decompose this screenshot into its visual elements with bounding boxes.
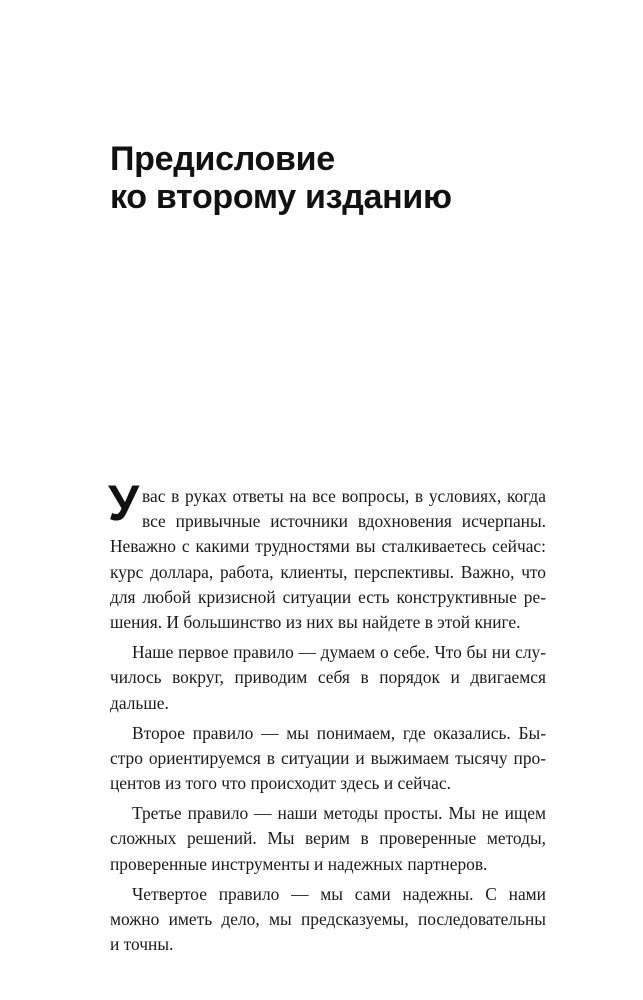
- paragraph-1: [110, 484, 546, 635]
- text-line: Наше первое правило — думаем о себе. Что бы ни слу-: [132, 642, 546, 663]
- paragraph-5: [110, 882, 546, 958]
- paragraph-4: [110, 801, 546, 877]
- body-text: [110, 484, 546, 962]
- text-line: центов из того что происходит здесь и сейчас.: [110, 773, 451, 794]
- drop-cap-letter: У: [108, 475, 140, 531]
- text-line: все привычные источники вдохновения исчерпаны.: [142, 511, 546, 532]
- chapter-title-line-2: ко второму изданию: [110, 178, 452, 216]
- chapter-title: [110, 140, 452, 216]
- text-line: дальше.: [110, 692, 169, 713]
- text-line: Второе правило — мы понимаем, где оказались. Бы-: [132, 722, 546, 743]
- text-line: проверенные инструменты и надежных партнеров.: [110, 853, 488, 874]
- text-line: и точны.: [110, 934, 174, 955]
- text-line: шения. И большинство из них вы найдете в этой книге.: [110, 611, 521, 632]
- text-line: для любой кризисной ситуации есть конструктивные ре-: [110, 586, 546, 607]
- text-line: стро ориентируемся в ситуации и выжимаем тысячу про-: [110, 747, 546, 768]
- text-line: Четвертое правило — мы сами надежны. С нами: [132, 883, 546, 904]
- chapter-title-line-1: Предисловие: [110, 140, 335, 178]
- paragraph-3: [110, 721, 546, 797]
- text-line: вас в руках ответы на все вопросы, в условиях, когда: [142, 486, 546, 506]
- text-line: Неважно с какими трудностями вы сталкиваетесь сейчас:: [110, 536, 546, 557]
- paragraph-2: [110, 640, 546, 716]
- text-line: сложных решений. Мы верим в проверенные методы,: [110, 828, 546, 849]
- text-line: курс доллара, работа, клиенты, перспективы. Важно, что: [110, 561, 546, 582]
- text-line: Третье правило — наши методы просты. Мы не ищем: [132, 803, 546, 824]
- text-line: можно иметь дело, мы предсказуемы, последовательны: [110, 909, 546, 929]
- text-line: чилось вокруг, приводим себя в порядок и двигаемся: [110, 667, 546, 688]
